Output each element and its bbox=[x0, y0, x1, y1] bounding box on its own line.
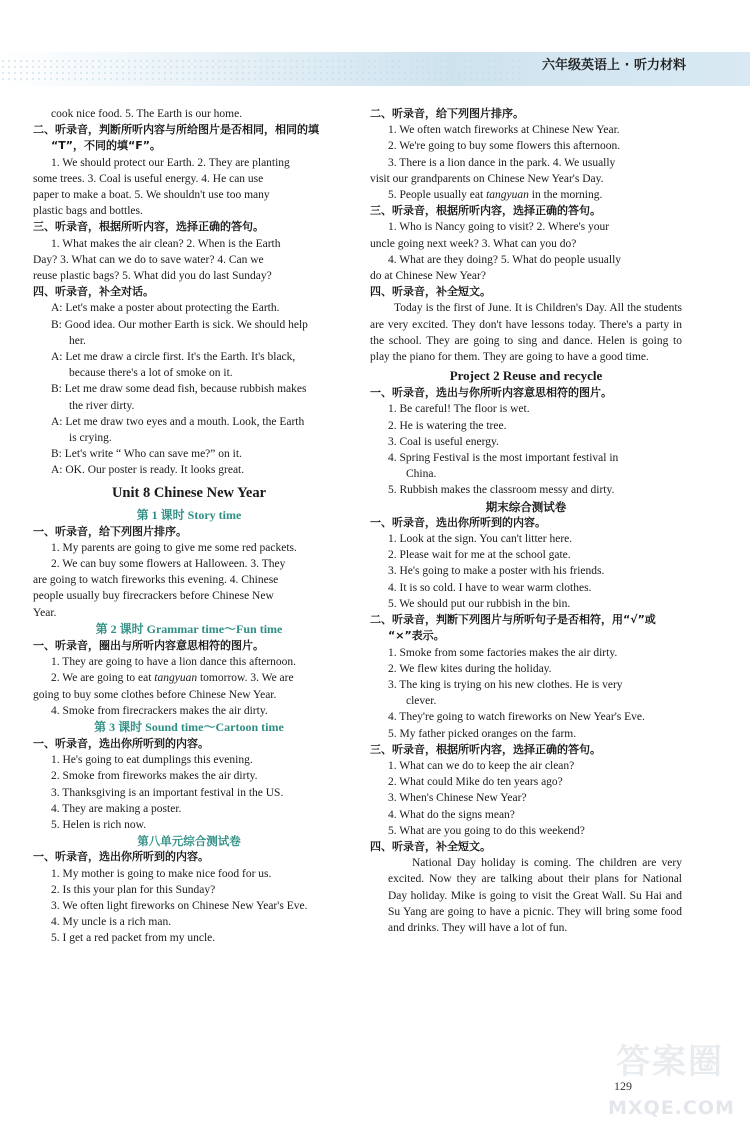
text-line: 5. I get a red packet from my uncle. bbox=[51, 932, 216, 945]
text-line: 4. What do the signs mean? bbox=[388, 808, 515, 821]
dialogue-line: A: OK. Our poster is ready. It looks great. bbox=[51, 464, 245, 477]
dialogue-line: A: Let me draw a circle first. It's the Earth. It's black, bbox=[51, 351, 296, 364]
text-span: 5. People usually eat bbox=[388, 189, 487, 202]
text-line: 2. We flew kites during the holiday. bbox=[388, 662, 552, 675]
lesson-title: 第 3 课时 Sound time～Cartoon time bbox=[94, 719, 284, 734]
text-line: people usually buy firecrackers before Chinese New bbox=[33, 590, 274, 603]
text-line: 2. We're going to buy some flowers this afternoon. bbox=[388, 140, 621, 153]
text-line: 1. Be careful! The floor is wet. bbox=[388, 403, 530, 416]
section-heading: 二、听录音，判断所听内容与所给图片是否相同，相同的填 bbox=[33, 123, 319, 137]
text-line: reuse plastic bags? 5. What did you do last Sunday? bbox=[33, 270, 272, 283]
section-heading: 二、听录音，判断下列图片与所听句子是否相符，用“√”或 bbox=[370, 613, 656, 627]
left-column bbox=[33, 106, 345, 947]
text-line: Year. bbox=[33, 606, 57, 619]
site-watermark-logo bbox=[606, 1042, 742, 1119]
text-line: 2. We can buy some flowers at Halloween. 3. They bbox=[51, 558, 286, 571]
watermark-text: 答案圈 bbox=[616, 1042, 724, 1082]
text-line: 5. Rubbish makes the classroom messy and dirty. bbox=[388, 484, 615, 497]
text-line: 5. We should put our rubbish in the bin. bbox=[388, 597, 571, 610]
text-line: 2. Please wait for me at the school gate. bbox=[388, 549, 571, 562]
dialogue-line: her. bbox=[69, 334, 86, 347]
text-line bbox=[33, 670, 345, 686]
text-line: clever. bbox=[406, 695, 437, 708]
text-line: 1. What makes the air clean? 2. When is the Earth bbox=[51, 237, 281, 250]
text-line bbox=[370, 187, 682, 203]
text-line: 1. My parents are going to give me some red packets. bbox=[51, 541, 297, 554]
text-span: tomorrow. 3. We are bbox=[197, 672, 294, 685]
text-line: 4. My uncle is a rich man. bbox=[51, 916, 172, 929]
dialogue-line: B: Let's write “ Who can save me?” on it. bbox=[51, 448, 242, 461]
text-line: 4. They are making a poster. bbox=[51, 802, 182, 815]
section-heading: 三、听录音，根据所听内容，选择正确的答句。 bbox=[33, 220, 264, 234]
dialogue-line: is crying. bbox=[69, 432, 112, 445]
section-heading: 四、听录音，补全短文。 bbox=[370, 839, 491, 853]
text-line: 1. Look at the sign. You can't litter here. bbox=[388, 533, 573, 546]
section-heading: 四、听录音，补全对话。 bbox=[33, 285, 154, 299]
text-line: 1. We often watch fireworks at Chinese New Year. bbox=[388, 124, 620, 137]
text-span: 2. We are going to eat bbox=[51, 672, 155, 685]
text-line: 4. Smoke from firecrackers makes the air dirty. bbox=[51, 704, 268, 717]
text-line: going to buy some clothes before Chinese New Year. bbox=[33, 688, 277, 701]
text-line: 2. He is watering the tree. bbox=[388, 419, 507, 432]
text-line: 2. Is this your plan for this Sunday? bbox=[51, 883, 216, 896]
text-line: China. bbox=[406, 468, 437, 481]
text-line: 3. We often light fireworks on Chinese New Year's Eve. bbox=[51, 899, 308, 912]
text-line: 3. Thanksgiving is an important festival in the US. bbox=[51, 786, 284, 799]
right-column bbox=[370, 106, 682, 936]
section-heading: “T”，不同的填“F”。 bbox=[51, 139, 161, 153]
text-span: in the morning. bbox=[528, 189, 603, 202]
text-line: 1. They are going to have a lion dance this afternoon. bbox=[51, 656, 297, 669]
final-test-title: 期末综合测试卷 bbox=[485, 499, 567, 514]
unit-title: Unit 8 Chinese New Year bbox=[111, 484, 267, 501]
text-line: 5. Helen is rich now. bbox=[51, 818, 147, 831]
text-line: paper to make a boat. 5. We shouldn't use too many bbox=[33, 189, 270, 202]
header-dot-pattern bbox=[0, 58, 520, 82]
text-line: 2. What could Mike do ten years ago? bbox=[388, 776, 563, 789]
text-line: do at Chinese New Year? bbox=[370, 270, 486, 283]
text-line: 4. It is so cold. I have to wear warm clothes. bbox=[388, 581, 592, 594]
section-heading: 一、听录音，选出你所听到的内容。 bbox=[370, 515, 546, 529]
italic-word: tangyuan bbox=[486, 189, 529, 202]
text-line: 2. Smoke from fireworks makes the air dirty. bbox=[51, 770, 258, 783]
passage: Today is the first of June. It is Children's Day. All the students are very excited. They don't have lessons today. There's a party in the school. They are going to sing and dance. Helen is going to play the piano for them. They are going to have a good time. bbox=[370, 302, 682, 364]
text-line: 4. They're going to watch fireworks on New Year's Eve. bbox=[388, 711, 645, 724]
section-heading: 三、听录音，根据所听内容，选择正确的答句。 bbox=[370, 742, 601, 756]
passage: National Day holiday is coming. The children are very excited. Now they are talking about their plans for National Day holiday. Mike is going to visit the Great Wall. Su Hai and Su Yang are going to have a picnic. They will bring some food and drinks. They will have a lot of fun. bbox=[388, 857, 682, 934]
text-line: cook nice food. 5. The Earth is our home. bbox=[51, 108, 243, 120]
text-line: 4. What are they doing? 5. What do people usually bbox=[388, 253, 622, 266]
dialogue-line: because there's a lot of smoke on it. bbox=[69, 367, 233, 380]
text-line: 5. What are you going to do this weekend? bbox=[388, 824, 585, 837]
text-line: 1. He's going to eat dumplings this evening. bbox=[51, 754, 253, 767]
section-heading: 三、听录音，根据所听内容，选择正确的答句。 bbox=[370, 204, 601, 218]
section-heading: 一、听录音，圈出与所听内容意思相符的图片。 bbox=[33, 638, 264, 652]
text-line: 3. When's Chinese New Year? bbox=[388, 792, 527, 805]
text-line: Day? 3. What can we do to save water? 4. Can we bbox=[33, 253, 264, 266]
text-line: 3. Coal is useful energy. bbox=[388, 435, 499, 448]
page-header-title: 六年级英语上 · 听力材料 bbox=[542, 58, 686, 73]
dialogue-line: A: Let me draw two eyes and a mouth. Look, the Earth bbox=[51, 415, 305, 428]
section-heading: 四、听录音，补全短文。 bbox=[370, 285, 491, 299]
text-line: 5. My father picked oranges on the farm. bbox=[388, 727, 577, 740]
text-line: 3. He's going to make a poster with his friends. bbox=[388, 565, 605, 578]
italic-word: tangyuan bbox=[154, 672, 198, 685]
project-title: Project 2 Reuse and recycle bbox=[449, 368, 603, 384]
text-line: plastic bags and bottles. bbox=[33, 205, 143, 218]
lesson-title: 第 2 课时 Grammar time～Fun time bbox=[95, 621, 283, 636]
section-heading: 一、听录音，选出与你所听内容意思相符的图片。 bbox=[370, 386, 612, 400]
text-line: some trees. 3. Coal is useful energy. 4. He can use bbox=[33, 172, 264, 185]
text-line: 1. Who is Nancy going to visit? 2. Where's your bbox=[388, 221, 610, 234]
watermark-text: MXQE.COM bbox=[608, 1096, 735, 1119]
dialogue-line: A: Let's make a poster about protecting the Earth. bbox=[51, 302, 280, 315]
lesson-title: 第 1 课时 Story time bbox=[136, 507, 242, 522]
text-line: uncle going next week? 3. What can you do? bbox=[370, 237, 577, 250]
text-line: 4. Spring Festival is the most important festival in bbox=[388, 452, 619, 465]
text-line: 3. The king is trying on his new clothes. He is very bbox=[388, 678, 623, 691]
text-line: are going to watch fireworks this evening. 4. Chinese bbox=[33, 574, 279, 587]
section-heading: 一、听录音，选出你所听到的内容。 bbox=[33, 850, 209, 864]
dialogue-line: B: Good idea. Our mother Earth is sick. We should help bbox=[51, 318, 308, 331]
text-line: 3. There is a lion dance in the park. 4. We usually bbox=[388, 156, 616, 169]
section-heading: 一、听录音，给下列图片排序。 bbox=[33, 524, 187, 538]
unit-test-title: 第八单元综合测试卷 bbox=[137, 834, 241, 849]
section-heading: “×”表示。 bbox=[388, 629, 445, 643]
text-line: 1. We should protect our Earth. 2. They are planting bbox=[51, 156, 290, 169]
dialogue-line: B: Let me draw some dead fish, because rubbish makes bbox=[51, 383, 307, 396]
section-heading: 二、听录音，给下列图片排序。 bbox=[370, 107, 524, 120]
text-line: 1. My mother is going to make nice food for us. bbox=[51, 867, 272, 880]
text-line: 1. What can we do to keep the air clean? bbox=[388, 759, 575, 772]
dialogue-line: the river dirty. bbox=[69, 399, 135, 412]
section-heading: 一、听录音，选出你所听到的内容。 bbox=[33, 736, 209, 750]
text-line: visit our grandparents on Chinese New Year's Day. bbox=[370, 172, 604, 185]
page-number: 129 bbox=[614, 1079, 632, 1093]
text-line: 1. Smoke from some factories makes the air dirty. bbox=[388, 646, 618, 659]
